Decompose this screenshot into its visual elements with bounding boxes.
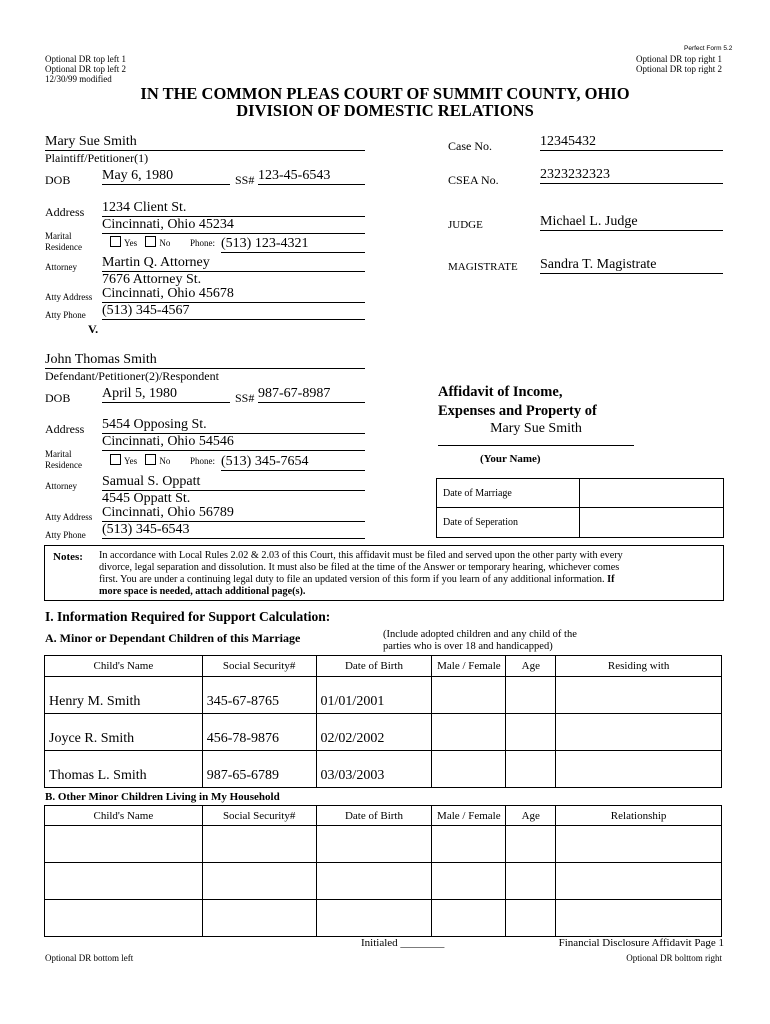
case-no[interactable]: 12345432 <box>540 134 723 151</box>
plaintiff-phone[interactable]: (513) 123-4321 <box>221 236 365 253</box>
children-table <box>44 655 722 788</box>
defendant-dob-label: DOB <box>45 391 71 405</box>
col-header: Date of Birth <box>316 656 432 677</box>
csea-no-label: CSEA No. <box>448 173 499 187</box>
plaintiff-address-line1[interactable]: 1234 Client St. <box>102 200 365 217</box>
child-name-cell[interactable]: Thomas L. Smith <box>45 751 203 788</box>
affidavit-title-line1: Affidavit of Income, <box>438 384 563 400</box>
subsection-b-title: B. Other Minor Children Living in My Household <box>45 791 280 803</box>
gender-cell[interactable] <box>432 900 506 937</box>
notes-line-4: more space is needed, attach additional page(s). <box>99 586 306 597</box>
gender-cell[interactable] <box>432 826 506 863</box>
gender-cell[interactable] <box>432 751 506 788</box>
defendant-atty-address-label: Atty Address <box>45 512 93 522</box>
yes-label: Yes <box>124 456 138 466</box>
defendant-ssn[interactable]: 987-67-8987 <box>258 386 365 403</box>
page-label: Financial Disclosure Affidavit Page 1 <box>558 937 724 949</box>
plaintiff-address-line2[interactable]: Cincinnati, Ohio 45234 <box>102 217 365 234</box>
division-title: DIVISION OF DOMESTIC RELATIONS <box>236 101 534 120</box>
dob-cell[interactable] <box>316 826 432 863</box>
child-name-cell[interactable]: Joyce R. Smith <box>45 714 203 751</box>
ssn-cell[interactable] <box>202 826 316 863</box>
plaintiff-phone-label: Phone: <box>190 238 216 248</box>
plaintiff-attorney[interactable]: Martin Q. Attorney <box>102 255 365 272</box>
dates-box <box>436 478 724 538</box>
magistrate-label: MAGISTRATE <box>448 261 518 273</box>
plaintiff-role-label: Plaintiff/Petitioner(1) <box>45 151 149 165</box>
age-cell[interactable] <box>506 714 556 751</box>
defendant-phone[interactable]: (513) 345-7654 <box>221 454 365 471</box>
defendant-residence-no-checkbox[interactable] <box>145 454 156 465</box>
relationship-cell[interactable] <box>556 826 722 863</box>
defendant-attorney-city[interactable]: Cincinnati, Ohio 56789 <box>102 505 365 522</box>
subsection-a-note-2: parties who is over 18 and handicapped) <box>383 641 553 652</box>
yes-label: Yes <box>124 238 138 248</box>
plaintiff-dob-label: DOB <box>45 173 71 187</box>
affidavit-title-line2: Expenses and Property of <box>438 403 597 419</box>
defendant-attorney[interactable]: Samual S. Oppatt <box>102 474 365 491</box>
table-row <box>45 900 722 937</box>
defendant-attorney-label: Attorney <box>45 481 77 491</box>
defendant-role-label: Defendant/Petitioner(2)/Respondent <box>45 369 219 383</box>
plaintiff-address-label: Address <box>45 205 85 219</box>
dob-cell[interactable] <box>316 900 432 937</box>
age-cell[interactable] <box>506 900 556 937</box>
plaintiff-name[interactable]: Mary Sue Smith <box>45 134 365 151</box>
initialed-field[interactable]: Initialed ________ <box>361 937 445 949</box>
col-header: Child's Name <box>45 656 203 677</box>
ssn-cell[interactable]: 345-67-8765 <box>202 677 316 714</box>
plaintiff-residence-yes-checkbox[interactable] <box>110 236 121 247</box>
top-left-label-2: Optional DR top left 2 <box>45 64 126 74</box>
child-name-cell[interactable]: Henry M. Smith <box>45 677 203 714</box>
household-children-table <box>44 805 722 937</box>
defendant-phone-label: Phone: <box>190 456 216 466</box>
plaintiff-attorney-phone[interactable]: (513) 345-4567 <box>102 303 365 320</box>
notes-box <box>44 545 724 601</box>
gender-cell[interactable] <box>432 677 506 714</box>
form-number: Perfect Form 5.2 <box>684 45 733 52</box>
defendant-name[interactable]: John Thomas Smith <box>45 352 365 369</box>
plaintiff-dob[interactable]: May 6, 1980 <box>102 168 230 185</box>
child-name-cell[interactable] <box>45 863 203 900</box>
top-right-label-2: Optional DR top right 2 <box>636 64 722 74</box>
age-cell[interactable] <box>506 751 556 788</box>
your-name-label: (Your Name) <box>480 453 541 465</box>
judge-label: JUDGE <box>448 219 483 231</box>
table-row <box>45 714 722 751</box>
col-header: Male / Female <box>432 656 506 677</box>
relationship-cell[interactable] <box>556 900 722 937</box>
col-header: Social Security# <box>202 806 316 826</box>
table-row <box>45 677 722 714</box>
col-header: Age <box>506 806 556 826</box>
csea-no[interactable]: 2323232323 <box>540 167 723 184</box>
notes-label: Notes: <box>53 551 83 563</box>
defendant-marital-label: Marital <box>45 449 72 459</box>
defendant-address-label: Address <box>45 422 85 436</box>
table-row <box>45 751 722 788</box>
col-header: Residing with <box>556 656 722 677</box>
notes-line-1: In accordance with Local Rules 2.02 & 2.03 of this Court, this affidavit must be filed and served upon the other party with every <box>99 550 623 561</box>
plaintiff-attorney-street[interactable]: 7676 Attorney St. <box>102 272 202 287</box>
relationship-cell[interactable] <box>556 863 722 900</box>
col-header: Male / Female <box>432 806 506 826</box>
case-no-label: Case No. <box>448 139 492 153</box>
age-cell[interactable] <box>506 863 556 900</box>
dob-cell[interactable]: 02/02/2002 <box>316 714 432 751</box>
bottom-right-label: Optional DR bolttom right <box>626 953 722 963</box>
judge[interactable]: Michael L. Judge <box>540 214 723 231</box>
dob-cell[interactable]: 03/03/2003 <box>316 751 432 788</box>
subsection-a-note-1: (Include adopted children and any child of the <box>383 629 577 640</box>
bottom-left-label: Optional DR bottom left <box>45 953 134 963</box>
plaintiff-atty-address-label: Atty Address <box>45 292 93 302</box>
gender-cell[interactable] <box>432 714 506 751</box>
subsection-a-title: A. Minor or Dependant Children of this Marriage <box>45 631 301 645</box>
defendant-residence-label: Residence <box>45 460 82 470</box>
plaintiff-residence-no-checkbox[interactable] <box>145 236 156 247</box>
magistrate[interactable]: Sandra T. Magistrate <box>540 257 723 274</box>
residing-with-cell[interactable] <box>556 714 722 751</box>
ssn-cell[interactable] <box>202 900 316 937</box>
col-header: Date of Birth <box>316 806 432 826</box>
plaintiff-atty-phone-label: Atty Phone <box>45 310 86 320</box>
notes-line-3-bold: If <box>607 574 615 585</box>
residing-with-cell[interactable] <box>556 751 722 788</box>
defendant-address-line2[interactable]: Cincinnati, Ohio 54546 <box>102 434 365 451</box>
plaintiff-ssn[interactable]: 123-45-6543 <box>258 168 365 185</box>
col-header: Child's Name <box>45 806 203 826</box>
defendant-atty-phone-label: Atty Phone <box>45 530 86 540</box>
versus-label: V. <box>88 322 99 336</box>
child-name-cell[interactable] <box>45 826 203 863</box>
court-title: IN THE COMMON PLEAS COURT OF SUMMIT COUNTY, OHIO <box>140 84 630 103</box>
ssn-cell[interactable] <box>202 863 316 900</box>
plaintiff-attorney-city[interactable]: Cincinnati, Ohio 45678 <box>102 286 365 303</box>
gender-cell[interactable] <box>432 863 506 900</box>
col-header: Age <box>506 656 556 677</box>
defendant-dob[interactable]: April 5, 1980 <box>102 386 230 403</box>
notes-line-2: divorce, legal separation and dissolution. It must also be filed at the time of the Answer or temporary hearing, whichever comes <box>99 562 620 573</box>
date-of-marriage-label: Date of Marriage <box>443 488 512 499</box>
table-row <box>45 863 722 900</box>
notes-line-3: first. You are under a continuing legal duty to file an updated version of this form if you learn of any additional information. <box>99 574 605 585</box>
col-header: Relationship <box>556 806 722 826</box>
date-of-separation-label: Date of Seperation <box>443 517 518 528</box>
age-cell[interactable] <box>506 826 556 863</box>
dob-cell[interactable] <box>316 863 432 900</box>
no-label: No <box>159 456 171 466</box>
defendant-ssn-label: SS# <box>235 391 255 405</box>
plaintiff-attorney-label: Attorney <box>45 262 77 272</box>
dob-cell[interactable]: 01/01/2001 <box>316 677 432 714</box>
defendant-address-line1[interactable]: 5454 Opposing St. <box>102 417 365 434</box>
no-label: No <box>159 238 171 248</box>
affidavit-party-name[interactable]: Mary Sue Smith <box>438 421 634 446</box>
residing-with-cell[interactable] <box>556 677 722 714</box>
top-right-label-1: Optional DR top right 1 <box>636 54 722 64</box>
child-name-cell[interactable] <box>45 900 203 937</box>
plaintiff-marital-label: Marital <box>45 231 72 241</box>
defendant-attorney-phone[interactable]: (513) 345-6543 <box>102 522 365 539</box>
top-left-label-3: 12/30/99 modified <box>45 74 112 84</box>
top-left-label-1: Optional DR top left 1 <box>45 54 126 64</box>
plaintiff-residence-label: Residence <box>45 242 82 252</box>
section-1-title: I. Information Required for Support Calculation: <box>45 609 331 624</box>
ssn-cell[interactable]: 987-65-6789 <box>202 751 316 788</box>
table-row <box>45 826 722 863</box>
defendant-residence-yes-checkbox[interactable] <box>110 454 121 465</box>
age-cell[interactable] <box>506 677 556 714</box>
defendant-attorney-street[interactable]: 4545 Oppatt St. <box>102 491 191 506</box>
ssn-cell[interactable]: 456-78-9876 <box>202 714 316 751</box>
plaintiff-ssn-label: SS# <box>235 173 255 187</box>
col-header: Social Security# <box>202 656 316 677</box>
